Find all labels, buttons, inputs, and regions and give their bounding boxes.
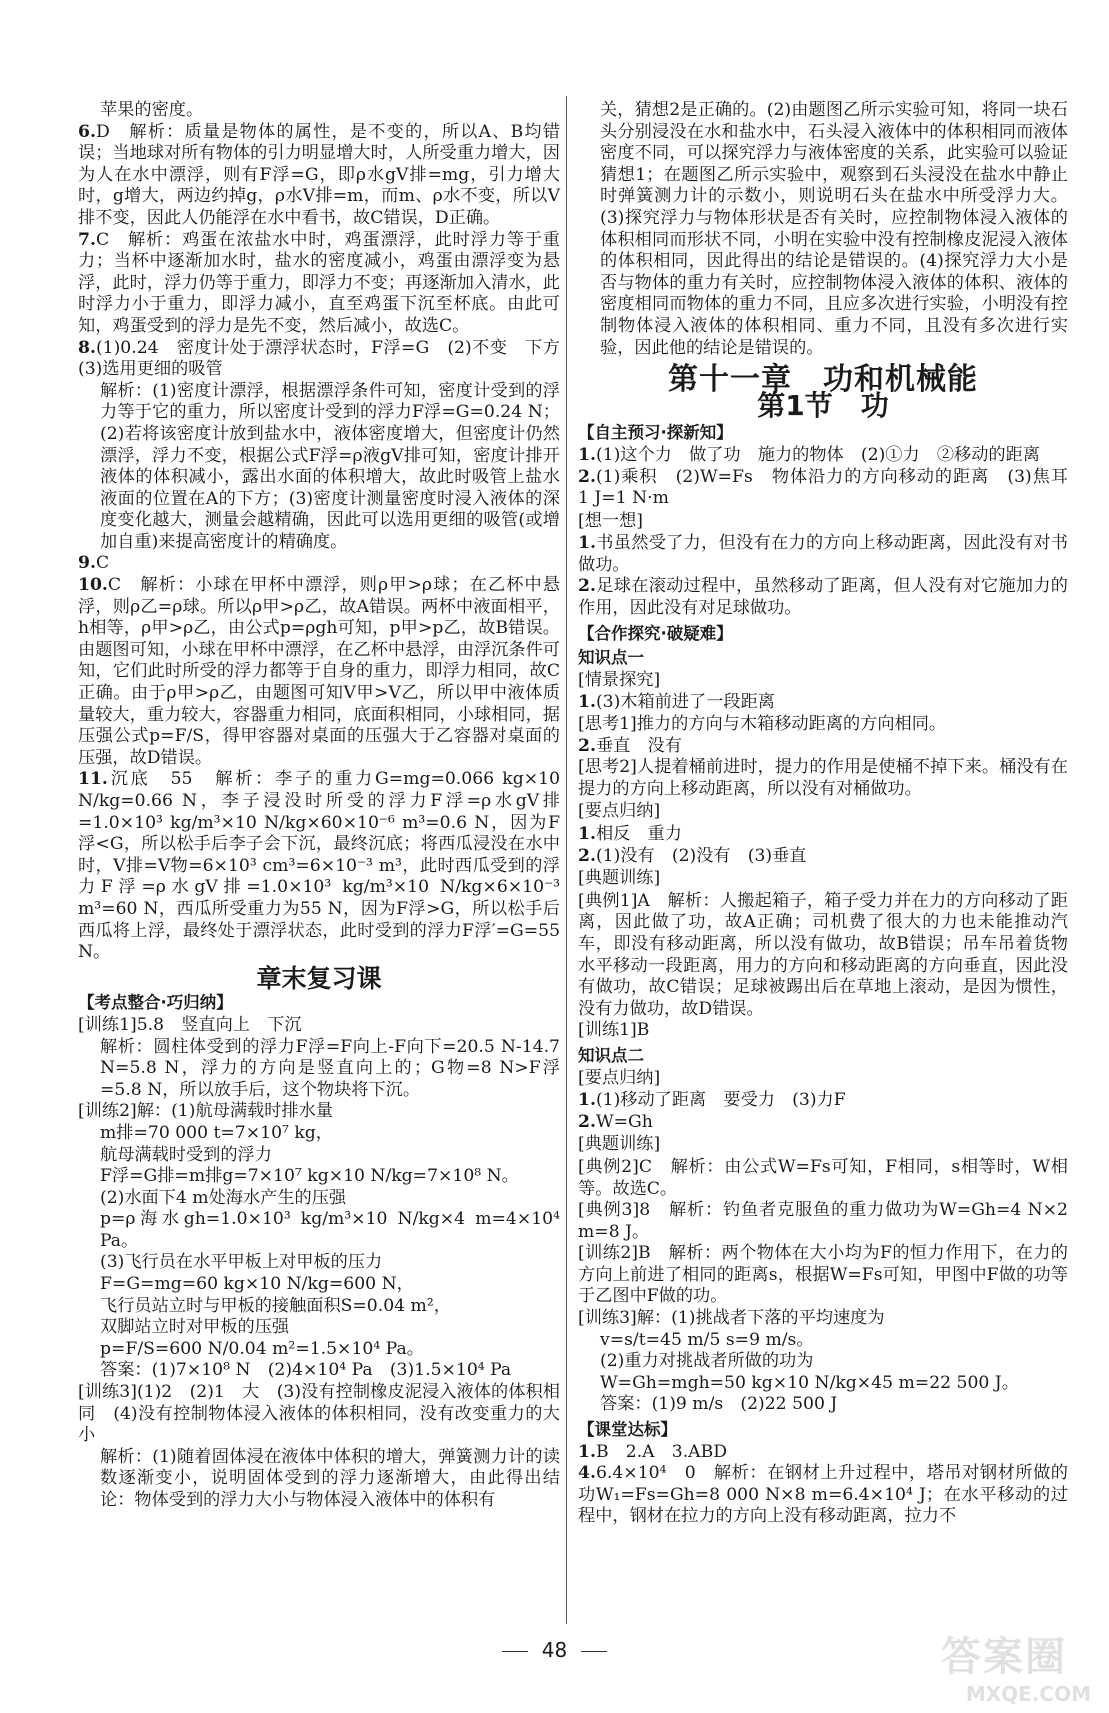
text-line [78, 122, 560, 230]
text-line [578, 846, 1068, 868]
text-line [78, 1296, 560, 1318]
item-text: 第十一章 功和机械能 [668, 362, 978, 398]
item-number: 6. [78, 121, 96, 142]
item-text: (1)这个力 做了功 施力的物体 (2)①力 ②移动的距离 [595, 444, 1040, 465]
item-text: [情景探究] [578, 669, 661, 690]
item-number: 1. [578, 692, 596, 713]
item-text: (3)木箱前进了一段距离 [595, 692, 775, 713]
item-number: 2. [578, 845, 596, 866]
text-line [578, 533, 1068, 576]
item-text: [训练3](1)2 (2)1 大 (3)没有控制橡皮泥浸入液体的体积相同 (4)没有控制物体浸入液体的体积相同，没有改变重力的大小 [78, 1382, 560, 1446]
item-text: (1)移动了距离 要受力 (3)力F [595, 1090, 846, 1111]
chapter-title [578, 362, 1068, 398]
item-text: 相反 重力 [595, 824, 682, 844]
review-title [78, 963, 560, 993]
text-line [78, 1015, 560, 1037]
text-line [78, 1339, 560, 1361]
item-text: C 解析：小球在甲杯中漂浮，则ρ甲>ρ球；在乙杯中悬浮，则ρ乙=ρ球。所以ρ甲>ρ乙，故A错误。两杯中液面相平，h相等，ρ甲>ρ乙，由公式p=ρgh可知，p甲>p乙，故B错误。由题图可知，小球在甲杯中漂浮，在乙杯中悬浮，由浮沉条件可知，它们此时所受的浮力都等于自身的重力，即浮力相同，故C正确。由于ρ甲>ρ乙，由题图可知V甲>V乙，所以甲中液体质量较大，重力较大，容器重力相同，底面积相同，小球相同，据压强公式p=F/S，得甲容器对桌面的压强大于乙容器对桌面的压强，故D错误。 [78, 575, 560, 768]
item-text: [训练1]B [578, 1020, 650, 1041]
text-line [78, 337, 578, 381]
item-number: 9. [78, 553, 96, 574]
text-line [78, 1145, 560, 1167]
item-text: 解析：圆柱体受到的浮力F浮=F向上-F向下=20.5 N-14.7 N=5.8 N，浮力的方向是竖直向上的；G物=8 N>F浮=5.8 N，所以放手后，这个物块将下沉。 [100, 1036, 560, 1100]
text-line [78, 230, 560, 338]
subsection-tag [578, 1068, 1068, 1090]
item-text: 【自主预习·探新知】 [578, 423, 733, 443]
item-text: [典题训练] [578, 868, 661, 889]
section-title [578, 388, 1068, 422]
item-text: 苹果的密度。 [100, 100, 204, 120]
column-divider [566, 96, 567, 1624]
item-text: 【课堂达标】 [578, 1420, 677, 1440]
item-text: [典例1]A 解析：人搬起箱子，箱子受力并在力的方向移动了距离，因此做了功，故A正确；司机费了很大的力也未能推动汽车，即没有移动距离，所以没有做功，故B错误；吊车吊着货物水平移动一段距离，用力的方向和移动距离的方向垂直，因此没有做功，故C错误；足球被踢出后在草地上滚动，是因为惯性，没有力做功，故D错误。 [578, 890, 1068, 1019]
item-text: [想一想] [578, 510, 643, 531]
item-text: 解析：(1)密度计漂浮，根据漂浮条件可知，密度计受到的浮力等于它的重力，所以密度计受到的浮力F浮=G=0.24 N；(2)若将该密度计放到盐水中，液体密度增大，但密度计仍然漂浮，浮力不变，根据公式F浮=ρ液gV排可知，密度计排开液体的体积减小，露出水面的体积增大，故此时吸管上盐水液面的位置在A的下方；(3)密度计测量密度时浸入液体的深度变化越大，测量会越精确，因此可以选用更细的吸管(或增加自重)来提高密度计的精确度。 [100, 380, 560, 552]
section-banner [578, 623, 1068, 645]
item-text: 关，猜想2是正确的。(2)由题图乙所示实验可知，将同一块石头分别浸没在水和盐水中，石头浸入液体中的体积相同而液体密度不同，可以探究浮力与液体密度的关系，此实验可以验证猜想1；在题图乙所示实验中，观察到石头浸没在盐水中静止时弹簧测力计的示数小，则说明石头在盐水中所受浮力大。(3)探究浮力与物体形状是否有关时，应控制物体浸入液体的体积相同而形状不同，小明在实验中没有控制橡皮泥浸入液体的体积相同，因此得出的结论是错误的。(4)探究浮力大小是否与物体的重力有关时，应控制物体浸入液体的体积、液体的密度相同而物体的重力不同，且应多次进行实验，小明没有控制物体浸入液体的体积相同、重力不同，且没有多次进行实验，因此他的结论是错误的。 [600, 100, 1068, 358]
item-text: (1)乘积 (2)W=Fs 物体沿力的方向移动的距离 (3)焦耳 1 J=1 N·m [578, 466, 1086, 509]
text-line [78, 1123, 560, 1145]
item-number: 8. [78, 337, 96, 358]
item-text: 【合作探究·破疑难】 [578, 623, 733, 643]
text-line [78, 1037, 560, 1102]
item-text: (1)没有 (2)没有 (3)垂直 [595, 845, 807, 866]
text-line [78, 769, 560, 963]
item-text: 知识点二 [578, 1045, 644, 1065]
text-line [578, 1090, 1068, 1112]
item-number: 2. [578, 576, 596, 597]
item-text: [训练2]解：(1)航母满载时排水量 [78, 1101, 333, 1122]
item-text: B 2.A 3.ABD [595, 1441, 727, 1462]
item-text: [训练2]B 解析：两个物体在大小均为F的恒力作用下，在力的方向上前进了相同的距离s，根据W=Fs可知，甲图中F做的功等于乙图中F做的功。 [578, 1243, 1068, 1307]
item-text: v=s/t=45 m/5 s=9 m/s。 [600, 1329, 814, 1350]
subsection-tag [578, 868, 1068, 890]
item-text: (1)0.24 密度计处于漂浮状态时，F浮=G (2)不变 下方 (3)选用更细的吸管 [78, 337, 578, 380]
item-text: 【考点整合·巧归纳】 [78, 993, 233, 1013]
item-number: 1. [578, 1441, 596, 1462]
item-text: 知识点一 [578, 648, 644, 668]
text-line [78, 1252, 560, 1274]
item-text: F浮=G排=m排g=7×10⁷ kg×10 N/kg=7×10⁸ N。 [100, 1166, 519, 1187]
item-text: 答案：(1)7×10⁸ N (2)4×10⁴ Pa (3)1.5×10⁴ Pa [100, 1360, 512, 1381]
item-number: 1. [578, 824, 596, 844]
item-number: 7. [78, 229, 96, 250]
subsection-tag [578, 801, 1068, 823]
item-text: [典例2]C 解析：由公式W=Fs可知，F相同，s相等时，W相等。故选C。 [578, 1156, 1068, 1199]
watermark-title: 答案圈 [941, 1634, 1067, 1680]
item-number: 2. [578, 1111, 596, 1132]
right-column [578, 100, 1086, 1528]
item-text: W=Gh [595, 1111, 653, 1132]
text-line [578, 1200, 1068, 1243]
item-text: 6.4×10⁴ 0 解析：在钢材上升过程中，塔吊对钢材所做的功W₁=Fs=Gh=8 000 N×8 m=6.4×10⁴ J；在水平移动的过程中，钢材在拉力的方向上没有移动距离，拉力不 [578, 1463, 1068, 1527]
item-text: 解析：(1)随着固体浸在液体中体积的增大，弹簧测力计的读数逐渐变小，说明固体受到的浮力逐渐增大，由此得出结论：物体受到的浮力大小与物体浸入液体中的体积有 [100, 1446, 560, 1510]
page-number-text: 48 [541, 1638, 568, 1662]
text-line [78, 1274, 560, 1296]
item-number: 11. [78, 769, 108, 790]
item-text: p=ρ海水gh=1.0×10³ kg/m³×10 N/kg×4 m=4×10⁴ Pa。 [100, 1209, 560, 1251]
text-line [578, 1020, 1068, 1042]
item-text: 飞行员站立时与甲板的接触面积S=0.04 m²， [100, 1295, 451, 1316]
subsection-tag [578, 1134, 1068, 1156]
text-line [78, 1101, 560, 1123]
knowledge-point-heading [578, 647, 1068, 669]
item-text: 双脚站立时对甲板的压强 [100, 1317, 290, 1338]
item-number: 1. [578, 444, 596, 465]
text-line [578, 692, 1068, 714]
item-text: [要点归纳] [578, 801, 661, 822]
watermark-logo [941, 1625, 1091, 1706]
section-banner [578, 422, 1068, 444]
text-line [578, 714, 1068, 736]
section-banner [578, 1419, 1068, 1441]
item-text: (3)飞行员在水平甲板上对甲板的压力 [100, 1252, 383, 1273]
text-line [78, 100, 560, 122]
text-line [578, 1157, 1068, 1200]
text-line [578, 1442, 1068, 1464]
item-text: D 解析：质量是物体的属性，是不变的，所以A、B均错误；当地球对所有物体的引力明显增大时，人所受重力增大，因为人在水中漂浮，则有F浮=G，即ρ水gV排=mg，引力增大时，g增大，两边约掉g，ρ水V排=m，而m、ρ水不变，所以V排不变，因此人仍能浮在水中看书，故C错误，D正确。 [78, 121, 560, 228]
text-line [578, 1394, 1068, 1416]
subsection-tag [578, 511, 1068, 533]
text-line [78, 1360, 560, 1382]
subsection-tag [578, 670, 1068, 692]
text-line [578, 1308, 1068, 1330]
item-number: 2. [578, 466, 596, 487]
item-text: W=Gh=mgh=50 kg×10 N/kg×45 m=22 500 J。 [600, 1372, 1019, 1393]
item-text: 章末复习课 [256, 963, 382, 993]
item-text: [训练1]5.8 竖直向上 下沉 [78, 1014, 302, 1035]
knowledge-point-heading [578, 1045, 1068, 1067]
item-number: 2. [578, 735, 596, 756]
text-line [578, 576, 1068, 619]
item-number: 1. [578, 533, 596, 554]
text-line [578, 891, 1068, 1021]
text-line [578, 1373, 1068, 1395]
text-line [578, 1243, 1068, 1308]
text-line [78, 1188, 560, 1210]
item-text: (2)重力对挑战者所做的功为 [600, 1351, 814, 1372]
item-text: p=F/S=600 N/0.04 m²=1.5×10⁴ Pa。 [100, 1338, 424, 1359]
item-text: (2)水面下4 m处海水产生的压强 [100, 1187, 347, 1208]
text-line [578, 1463, 1068, 1528]
text-line [78, 1209, 560, 1252]
item-text: 沉底 55 解析：李子的重力G=mg=0.066 kg×10 N/kg=0.66 N，李子浸没时所受的浮力F浮=ρ水gV排=1.0×10³ kg/m³×10 N/kg×60×10⁻⁶ m³=0.6 N，因为F浮<G，所以松手后李子会下沉，最终沉底；将西瓜浸没在水中时，V排=V物=6×10³ cm³=6×10⁻³ m³，此时西瓜受到的浮力F浮=ρ水gV排=1.0×10³ kg/m³×10 N/kg×6×10⁻³ m³=60 N，西瓜所受重力为55 N，因为F浮>G，所以松手后西瓜将上浮，最终处于漂浮状态，此时受到的浮力F浮′=G=55 N。 [78, 769, 560, 963]
item-number: 4. [578, 1463, 596, 1484]
text-line [578, 824, 1068, 846]
text-line [578, 757, 1068, 800]
text-line [78, 1447, 560, 1512]
text-line [78, 1166, 560, 1188]
item-text: [训练3]解：(1)挑战者下落的平均速度为 [578, 1308, 885, 1329]
text-line [578, 100, 1068, 359]
text-line [578, 736, 1068, 758]
item-text: 第1节 功 [757, 388, 889, 422]
item-text: C [95, 553, 110, 574]
text-line [78, 1382, 560, 1447]
text-line [578, 1330, 1068, 1352]
item-text: 航母满载时受到的浮力 [100, 1144, 272, 1165]
text-line [78, 575, 560, 769]
item-text: [思考1]推力的方向与木箱移动距离的方向相同。 [578, 714, 947, 735]
text-line [578, 1112, 1068, 1134]
item-text: 答案：(1)9 m/s (2)22 500 J [600, 1394, 838, 1415]
item-text: [思考2]人提着桶前进时，提力的作用是使桶不掉下来。桶没有在提力的方向上移动距离，所以没有对桶做功。 [578, 757, 1068, 799]
item-text: [典题训练] [578, 1134, 661, 1155]
text-line [578, 466, 1086, 510]
item-number: 10. [78, 575, 108, 596]
item-text: F=G=mg=60 kg×10 N/kg=600 N， [100, 1274, 414, 1295]
text-line [78, 381, 560, 554]
item-text: C 解析：鸡蛋在浓盐水中时，鸡蛋漂浮，此时浮力等于重力；当杯中逐渐加水时，盐水的密度减小，鸡蛋由漂浮变为悬浮，此时，浮力仍等于重力，即浮力不变；再逐渐加入清水，此时浮力小于重力，即浮力减小，直至鸡蛋下沉至杯底。由此可知，鸡蛋受到的浮力是先不变，然后减小，故选C。 [78, 229, 560, 336]
item-text: m排=70 000 t=7×10⁷ kg， [100, 1122, 333, 1143]
item-text: 垂直 没有 [595, 735, 682, 756]
item-text: 书虽然受了力，但没有在力的方向上移动距离，因此没有对书做功。 [578, 533, 1068, 575]
item-text: [典例3]8 解析：钓鱼者克服鱼的重力做功为W=Gh=4 N×2 m=8 J。 [578, 1200, 1068, 1242]
item-text: [要点归纳] [578, 1067, 661, 1088]
left-column [78, 100, 578, 1512]
item-text: 足球在滚动过程中，虽然移动了距离，但人没有对它施加力的作用，因此没有对足球做功。 [578, 576, 1068, 619]
item-number: 1. [578, 1090, 596, 1111]
text-line [578, 1351, 1068, 1373]
text-line [78, 1317, 560, 1339]
text-line [578, 445, 1068, 467]
text-line [78, 553, 560, 575]
watermark-url: MXQE.COM [965, 1682, 1091, 1706]
section-banner [78, 992, 560, 1014]
